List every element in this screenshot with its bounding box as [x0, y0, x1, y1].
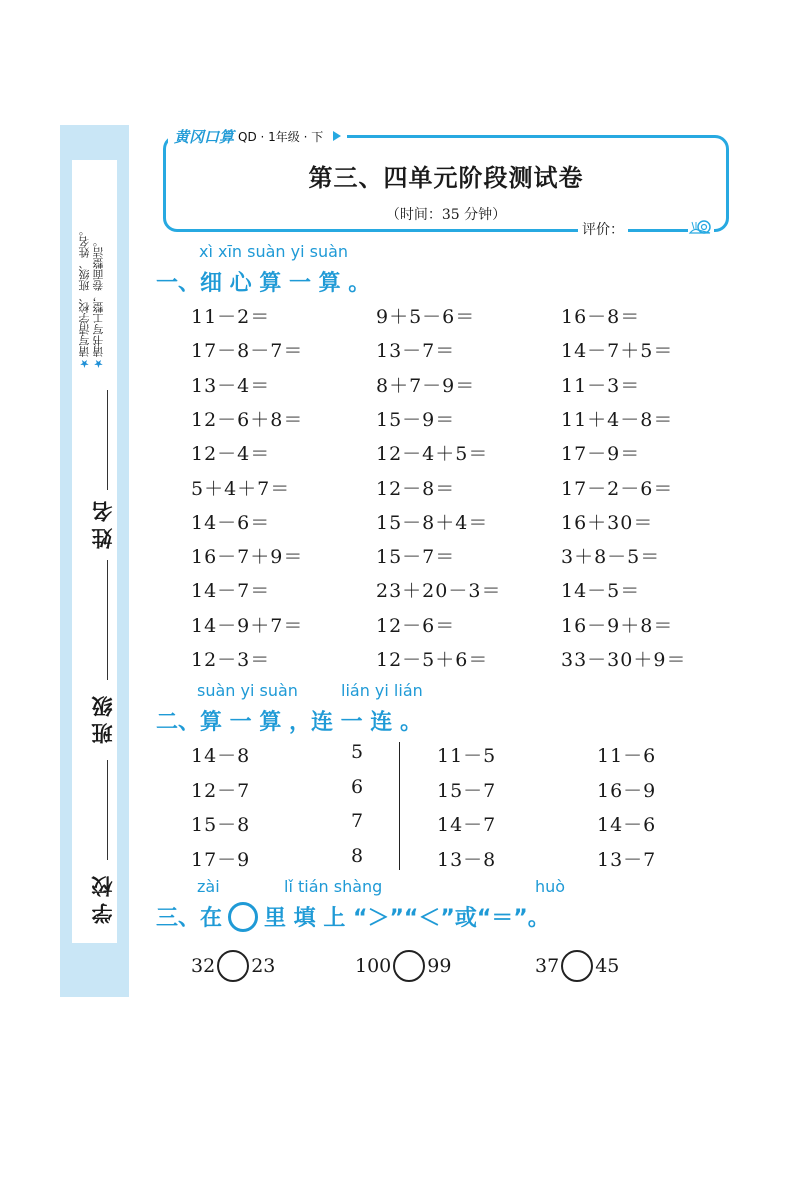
problem: 15－9＝: [376, 408, 456, 431]
section3-pinyin-huo: huò: [535, 877, 566, 896]
arrow-icon: [333, 131, 341, 141]
comparison-item: [191, 950, 275, 982]
right-expression[interactable]: 14－7: [437, 814, 497, 836]
note-line-1: 请写清学校、班级、姓名。: [78, 225, 91, 357]
section3-title: [156, 901, 550, 932]
brand-grade: QD · 1年级 · 下: [238, 129, 324, 144]
problem: 15－7＝: [376, 546, 456, 569]
left-expression[interactable]: 14－8: [191, 745, 251, 767]
problem: 9＋5－6＝: [376, 306, 476, 328]
comparison-left: 100: [355, 955, 392, 977]
comparison-right: 23: [251, 955, 276, 977]
right-expression[interactable]: 11－6: [597, 745, 657, 767]
answer-number[interactable]: 8: [351, 844, 365, 867]
problem: 17－9＝: [561, 443, 641, 466]
comparison-item: [355, 950, 451, 982]
problem: 17－8－7＝: [191, 340, 304, 363]
comparison-left: 37: [535, 955, 560, 977]
problem: 14－9＋7＝: [191, 614, 304, 637]
problem: 15－8＋4＝: [376, 511, 489, 534]
right-expression[interactable]: 16－9: [597, 779, 657, 802]
snail-icon: [688, 216, 714, 236]
problem: 12－6＝: [376, 614, 456, 637]
comparison-right: 99: [427, 955, 452, 977]
left-expression[interactable]: 17－9: [191, 848, 251, 871]
problem: 12－5＋6＝: [376, 649, 489, 671]
answer-number[interactable]: 7: [351, 810, 365, 832]
problem: 5＋4＋7＝: [191, 477, 291, 500]
problem: 11－2＝: [191, 306, 271, 328]
problem: 12－6＋8＝: [191, 408, 304, 431]
name-label: 姓名: [90, 495, 115, 549]
note-line-2: 请书写工整，卷面整洁。: [92, 236, 105, 357]
section3-pinyin-zai: zài: [197, 877, 220, 896]
class-label: 班级: [90, 690, 115, 744]
section2-pinyin-2: lián yi lián: [341, 681, 423, 700]
answer-number[interactable]: 6: [351, 775, 365, 798]
page-title: 第三、四单元阶段测试卷: [308, 163, 584, 192]
left-expression[interactable]: 12－7: [191, 779, 251, 802]
matching-divider: [399, 742, 400, 870]
answer-circle[interactable]: [561, 950, 593, 982]
section1-pinyin: xì xīn suàn yi suàn: [199, 242, 349, 261]
answer-circle[interactable]: [217, 950, 249, 982]
right-expression[interactable]: 11－5: [437, 745, 497, 767]
right-expression[interactable]: 13－7: [597, 848, 657, 871]
star-icon: ★: [92, 357, 105, 370]
problem: 14－7＋5＝: [561, 340, 674, 363]
left-expression[interactable]: 15－8: [191, 814, 251, 836]
section3-title-prefix: 三、在: [156, 906, 223, 931]
answer-circle[interactable]: [393, 950, 425, 982]
problem: 12－4＋5＝: [376, 443, 489, 466]
problem: 17－2－6＝: [561, 477, 674, 500]
problem: 23＋20－3＝: [376, 580, 502, 603]
problem: 12－3＝: [191, 649, 271, 671]
problem: 11－3＝: [561, 374, 641, 397]
problem: 3＋8－5＝: [561, 546, 661, 569]
circle-icon: [228, 902, 258, 932]
section2-title: 二、算 一 算 ，连 一 连 。: [156, 710, 422, 735]
school-label: 学校: [90, 870, 115, 924]
problem: 8＋7－9＝: [376, 374, 476, 397]
section3-pinyin-li: lǐ tián shàng: [284, 877, 383, 896]
time-limit: （时间：35 分钟）: [385, 207, 507, 223]
section3-title-suffix: 里 填 上 “＞”“＜”或“＝”。: [264, 906, 550, 931]
problem: 16－7＋9＝: [191, 546, 304, 569]
class-field-line[interactable]: [107, 560, 108, 680]
right-expression[interactable]: 13－8: [437, 848, 497, 871]
problem: 13－4＝: [191, 374, 271, 397]
name-field-line[interactable]: [107, 390, 108, 490]
problem: 16＋30＝: [561, 511, 654, 534]
problem: 16－8＝: [561, 306, 641, 328]
answer-number[interactable]: 5: [351, 741, 365, 763]
brand-bar: [168, 127, 347, 145]
section2-pinyin-1: suàn yi suàn: [197, 681, 298, 700]
right-expression[interactable]: 15－7: [437, 779, 497, 802]
instructions-note: [78, 180, 106, 370]
problem: 14－7＝: [191, 580, 271, 603]
problem: 11＋4－8＝: [561, 408, 674, 431]
brand-logo: 黄冈口算: [174, 127, 235, 146]
evaluation-label: 评价：: [578, 219, 628, 239]
comparison-left: 32: [191, 955, 216, 977]
section1-title: 一、细 心 算 一 算 。: [156, 271, 371, 296]
right-expression[interactable]: 14－6: [597, 814, 657, 836]
problem: 16－9＋8＝: [561, 614, 674, 637]
problem: 12－4＝: [191, 443, 271, 466]
school-field-line[interactable]: [107, 760, 108, 860]
comparison-right: 45: [595, 955, 620, 977]
comparison-item: [535, 950, 619, 982]
problem: 33－30＋9＝: [561, 649, 687, 671]
problem: 13－7＝: [376, 340, 456, 363]
star-icon: ★: [78, 357, 91, 370]
problem: 12－8＝: [376, 477, 456, 500]
problem: 14－5＝: [561, 580, 641, 603]
problem: 14－6＝: [191, 511, 271, 534]
